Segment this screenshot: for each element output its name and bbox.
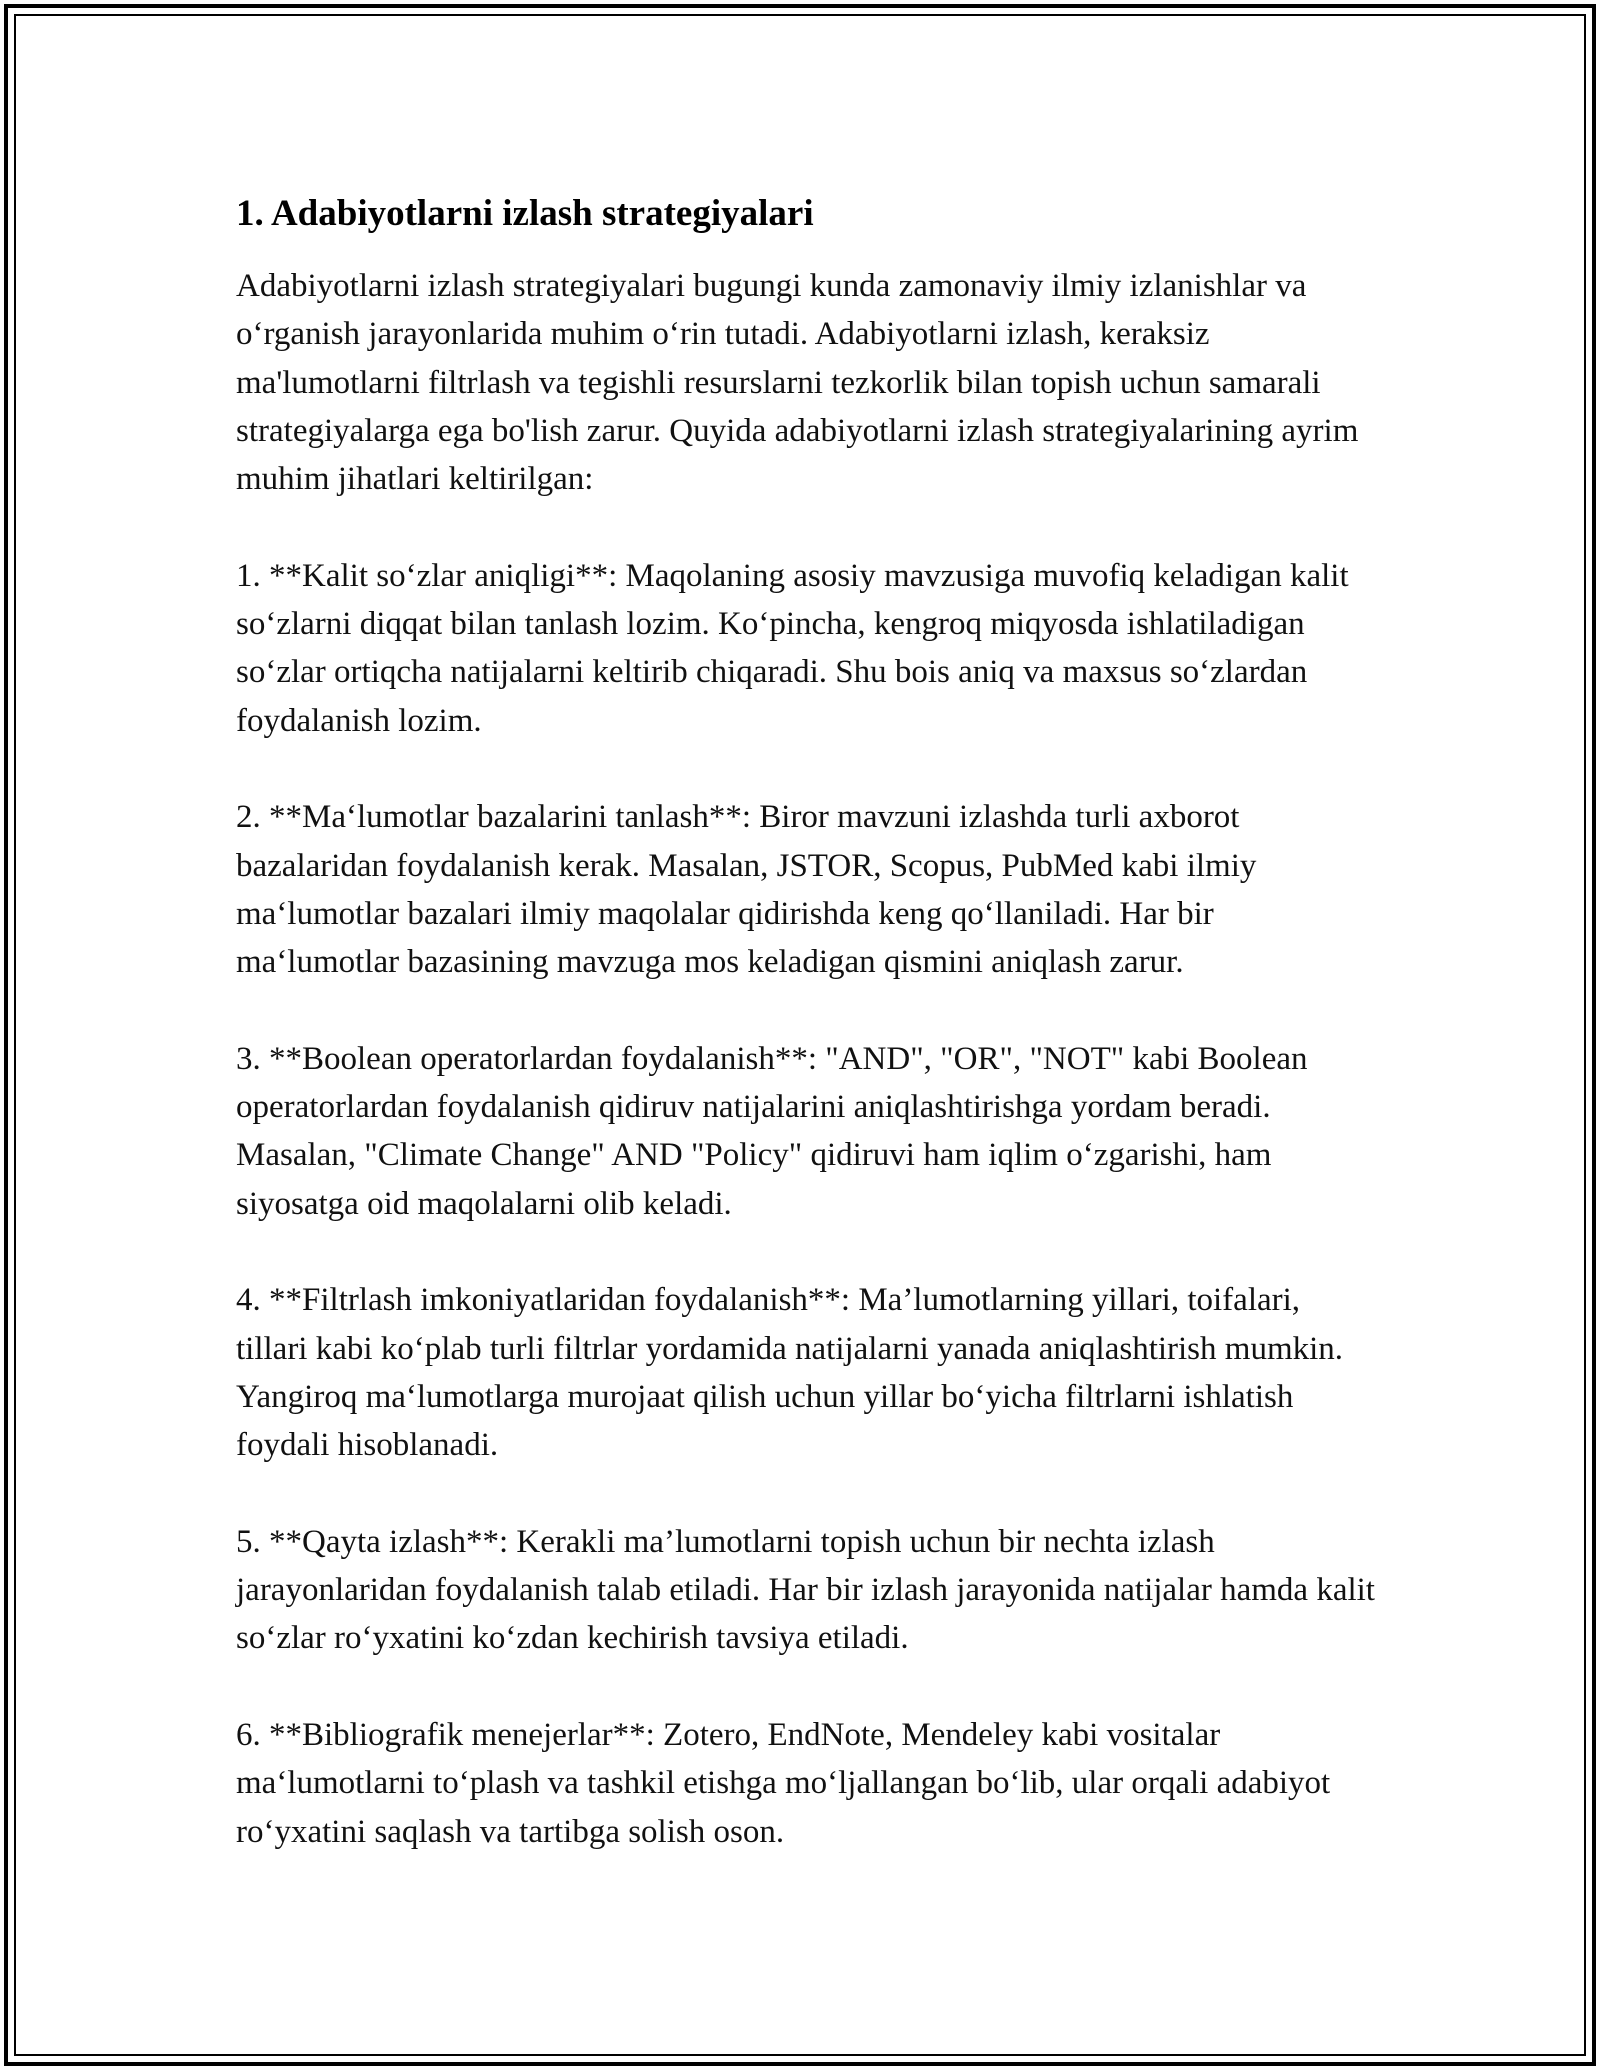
list-item-filters: 4. **Filtrlash imkoniyatlaridan foydalanish**: Ma’lumotlarning yillari, toifalari, tillari kabi ko‘plab turli filtrlar yordamida natijalarni yanada aniqlashtirish mumkin. Yangiroq ma‘lumotlarga murojaat qilish uchun yillar bo‘yicha filtrlarni ishlatish foydali hisoblanadi. [236, 1282, 1344, 1464]
list-item-databases: 2. **Ma‘lumotlar bazalarini tanlash**: Biror mavzuni izlashda turli axborot bazalaridan foydalanish kerak. Masalan, JSTOR, Scopus, PubMed kabi ilmiy ma‘lumotlar bazalari ilmiy maqolalar qidirishda keng qo‘llaniladi. Har bir ma‘lumotlar bazasining mavzuga mos keladigan qismini aniqlash zarur. [236, 799, 1257, 981]
list-item-boolean: 3. **Boolean operatorlardan foydalanish**: "AND", "OR", "NOT" kabi Boolean operatorlardan foydalanish qidiruv natijalarini aniqlashtirishga yordam beradi. Masalan, "Climate Change" AND "Policy" qidiruvi ham iqlim o‘zgarishi, ham siyosatga oid maqolalarni olib keladi. [236, 1040, 1308, 1222]
intro-paragraph: Adabiyotlarni izlash strategiyalari bugungi kunda zamonaviy ilmiy izlanishlar va o‘rganish jarayonlarida muhim o‘rin tutadi. Adabiyotlarni izlash, keraksiz ma'lumotlarni filtrlash va tegishli resurslarni tezkorlik bilan topish uchun samarali strategiyalarga ega bo'lish zarur. Quyida adabiyotlarni izlash strategiyalarining ayrim muhim jihatlari keltirilgan: [236, 268, 1359, 498]
document-body [236, 186, 1376, 1856]
list-item-research: 5. **Qayta izlash**: Kerakli ma’lumotlarni topish uchun bir nechta izlash jarayonlaridan foydalanish talab etiladi. Har bir izlash jarayonida natijalar hamda kalit so‘zlar ro‘yxatini ko‘zdan kechirish tavsiya etiladi. [236, 1523, 1375, 1657]
section-heading: 1. Adabiyotlarni izlash strategiyalari [236, 193, 814, 234]
list-item-keywords: 1. **Kalit so‘zlar aniqligi**: Maqolaning asosiy mavzusiga muvofiq keladigan kalit so‘zlarni diqqat bilan tanlash lozim. Ko‘pincha, kengroq miqyosda ishlatiladigan so‘zlar ortiqcha natijalarni keltirib chiqaradi. Shu bois aniq va maxsus so‘zlardan foydalanish lozim. [236, 557, 1349, 739]
list-item-bibliographic: 6. **Bibliografik menejerlar**: Zotero, EndNote, Mendeley kabi vositalar ma‘lumotlarni to‘plash va tashkil etishga mo‘ljallangan bo‘lib, ular orqali adabiyot ro‘yxatini saqlash va tartibga solish oson. [236, 1716, 1331, 1850]
